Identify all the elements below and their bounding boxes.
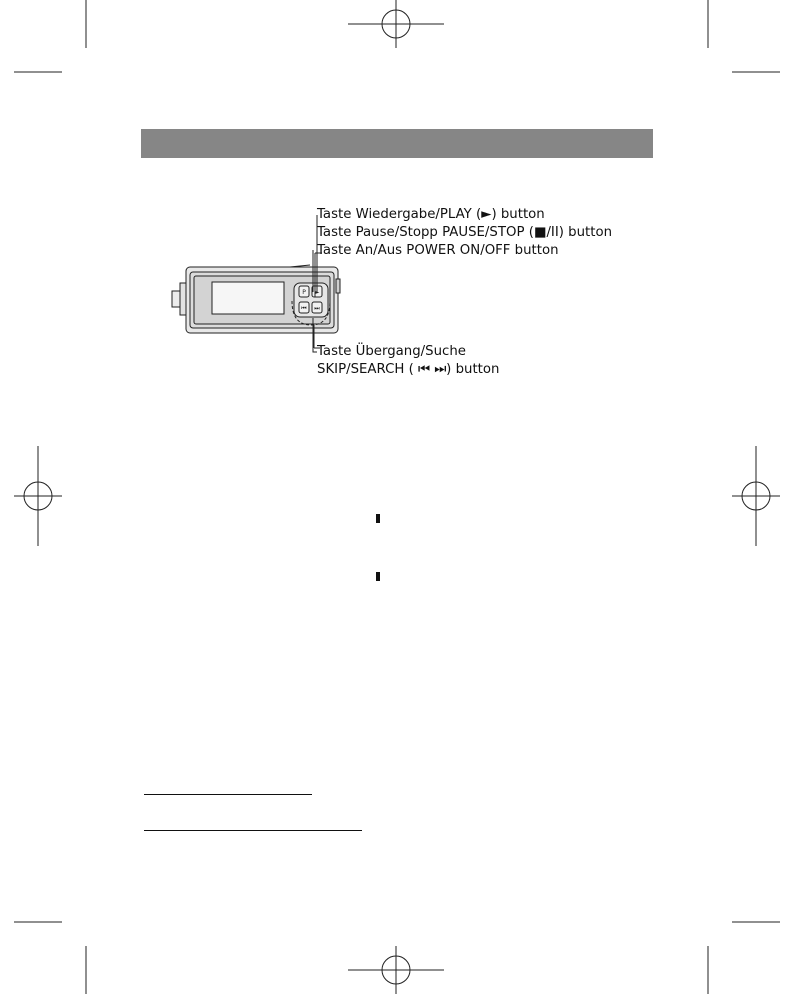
- play-symbol: ►: [314, 289, 320, 296]
- footnote-rule-1: [144, 794, 312, 795]
- footnote-rule-2: [144, 830, 362, 831]
- label-skip-search-line1: Taste Übergang/Suche: [317, 344, 466, 359]
- label-power-button: Taste An/Aus POWER ON/OFF button: [317, 243, 559, 258]
- label-skip-search-line2: SKIP/SEARCH ( ⏮ ⏭) button: [317, 362, 500, 377]
- next-symbol: ⏭: [314, 305, 320, 312]
- prev-symbol: ⏮: [301, 305, 307, 312]
- label-pause-stop-button: Taste Pause/Stopp PAUSE/STOP (■/II) button: [317, 225, 613, 240]
- bullet-mark-1: [376, 514, 380, 523]
- power-letter: P: [302, 289, 306, 296]
- bullet-mark-2: [376, 572, 380, 581]
- label-play-button: Taste Wiedergabe/PLAY (►) button: [317, 207, 545, 222]
